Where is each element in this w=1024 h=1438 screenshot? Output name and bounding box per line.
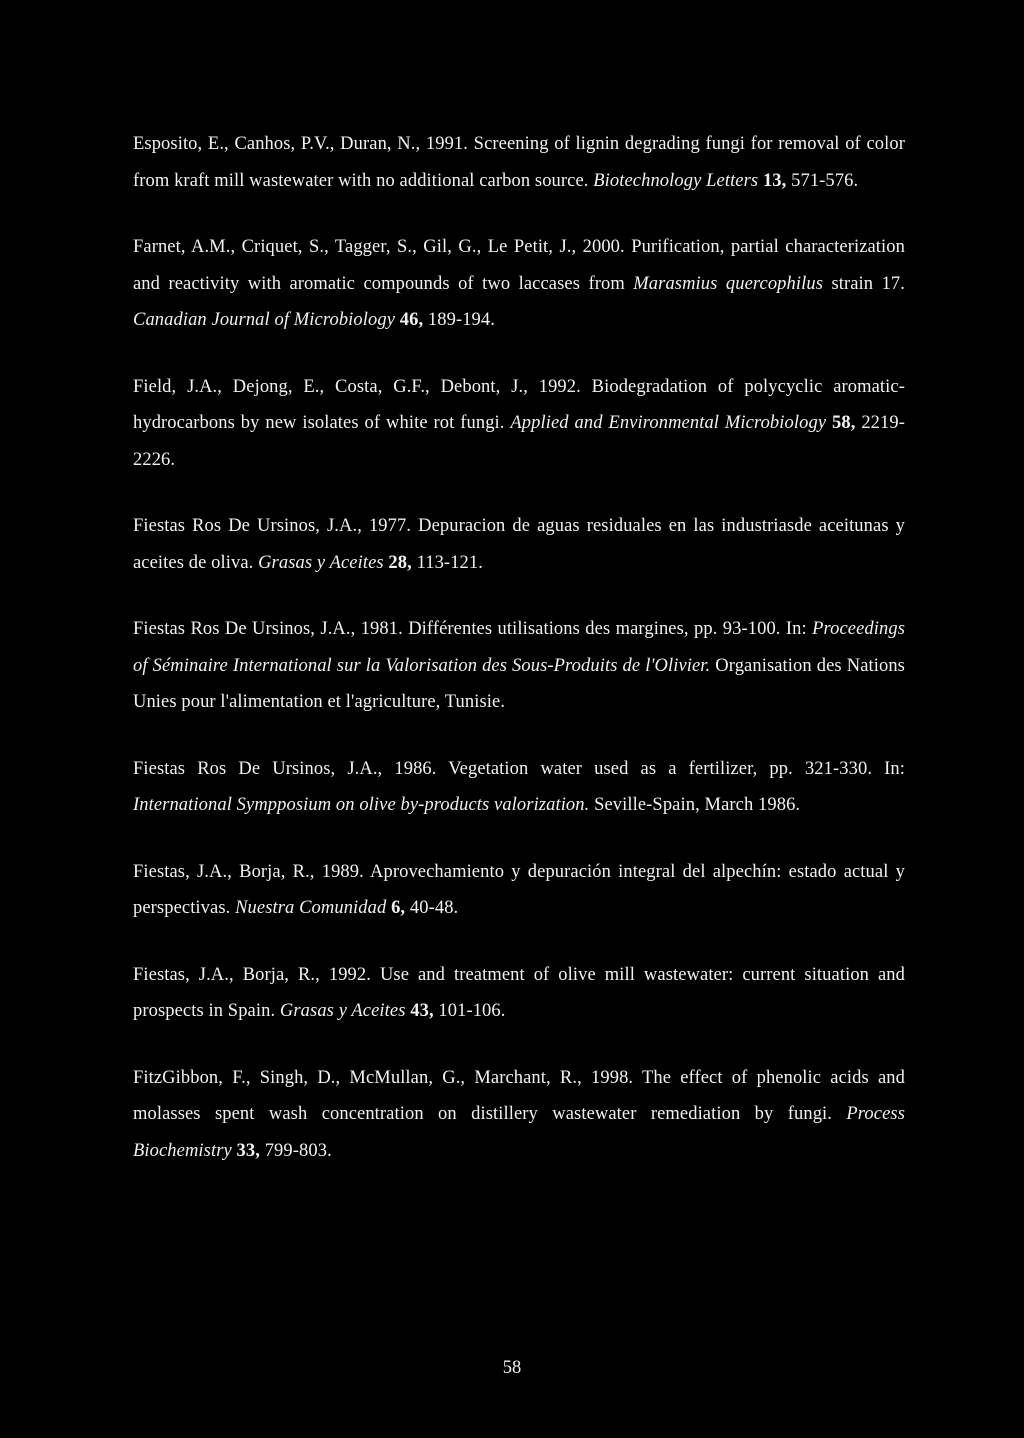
proceedings-title: International Sympposium on olive by-products valorization. xyxy=(133,795,590,815)
reference-fiestas-borja-1989 xyxy=(133,854,905,927)
journal-volume: 33, xyxy=(231,1140,260,1161)
journal-title: Applied and Environmental Microbiology xyxy=(510,413,827,433)
reference-list xyxy=(133,126,905,1169)
journal-volume: 43, xyxy=(405,1001,434,1021)
reference-fiestas-1977 xyxy=(133,508,905,581)
journal-volume: 13, xyxy=(762,170,787,191)
reference-text: Field, J.A., Dejong, E., Costa, G.F., Debont, J., 1992. Biodegradation of polycyclic aromatic-hydrocarbons by new isolates of white rot fungi. xyxy=(133,376,905,433)
reference-fitzgibbon-1998 xyxy=(133,1060,905,1170)
reference-fiestas-1986 xyxy=(133,751,905,824)
reference-text-2: Seville-Spain, March 1986. xyxy=(589,795,801,815)
reference-text: Fiestas Ros De Ursinos, J.A., 1981. Différentes utilisations des margines, pp. 93-100. In: xyxy=(133,619,813,639)
journal-pages: 799-803. xyxy=(259,1140,332,1161)
reference-text: Esposito, E., Canhos, P.V., Duran, N., 1991. Screening of lignin degrading fungi for removal of color from kraft mill wastewater with no additional carbon source. xyxy=(133,134,905,191)
reference-fiestas-1981 xyxy=(133,611,905,721)
journal-title: Nuestra Comunidad xyxy=(235,898,387,918)
journal-volume: 28, xyxy=(383,552,412,573)
proceedings-title: Proceedings of Séminaire International sur la Valorisation des Sous-Produits de l'Olivier. xyxy=(133,619,905,676)
reference-text: FitzGibbon, F., Singh, D., McMullan, G., Marchant, R., 1998. The effect of phenolic acids and molasses spent wash concentration on distillery wastewater remediation by fungi. xyxy=(133,1067,905,1124)
journal-pages: 40-48. xyxy=(405,898,459,918)
reference-text-2: Organisation des Nations Unies pour l'alimentation et l'agriculture, Tunisie. xyxy=(133,655,905,712)
reference-text: Fiestas, J.A., Borja, R., 1989. Aprovechamiento y depuración integral del alpechín: estado actual y perspectivas. xyxy=(133,861,905,918)
reference-text: Fiestas, J.A., Borja, R., 1992. Use and treatment of olive mill wastewater: current situation and prospects in Spain. xyxy=(133,964,905,1021)
journal-title: Process Biochemistry xyxy=(133,1104,905,1161)
journal-title: Grasas y Aceites xyxy=(279,1001,406,1021)
journal-pages: 101-106. xyxy=(433,1001,506,1021)
journal-title: Canadian Journal of Microbiology xyxy=(133,310,396,330)
page-number: 58 xyxy=(502,1358,522,1378)
journal-pages: 2219-2226. xyxy=(133,413,905,470)
reference-farnet-2000 xyxy=(133,229,905,339)
reference-text: Farnet, A.M., Criquet, S., Tagger, S., Gil, G., Le Petit, J., 2000. Purification, partial characterization and reactivity with aromatic compounds of two laccases from xyxy=(133,237,905,294)
reference-esposito-1991 xyxy=(133,126,905,199)
species-name: Marasmius quercophilus xyxy=(633,273,823,294)
journal-volume: 6, xyxy=(386,898,406,918)
journal-title: Grasas y Aceites xyxy=(258,552,384,573)
journal-title: Biotechnology Letters xyxy=(593,170,759,191)
reference-text: Fiestas Ros De Ursinos, J.A., 1977. Depuracion de aguas residuales en las industriasde aceitunas y aceites de oliva. xyxy=(133,516,905,573)
reference-text: Fiestas Ros De Ursinos, J.A., 1986. Vegetation water used as a fertilizer, pp. 321-330. In: xyxy=(133,758,905,779)
journal-volume: 46, xyxy=(395,310,424,330)
reference-fiestas-borja-1992 xyxy=(133,957,905,1030)
journal-pages: 571-576. xyxy=(786,170,859,191)
reference-field-1992 xyxy=(133,369,905,479)
journal-pages: 113-121. xyxy=(411,552,483,573)
reference-text-2: strain 17. xyxy=(823,273,906,294)
journal-volume: 58, xyxy=(826,413,856,433)
journal-pages: 189-194. xyxy=(423,310,495,330)
